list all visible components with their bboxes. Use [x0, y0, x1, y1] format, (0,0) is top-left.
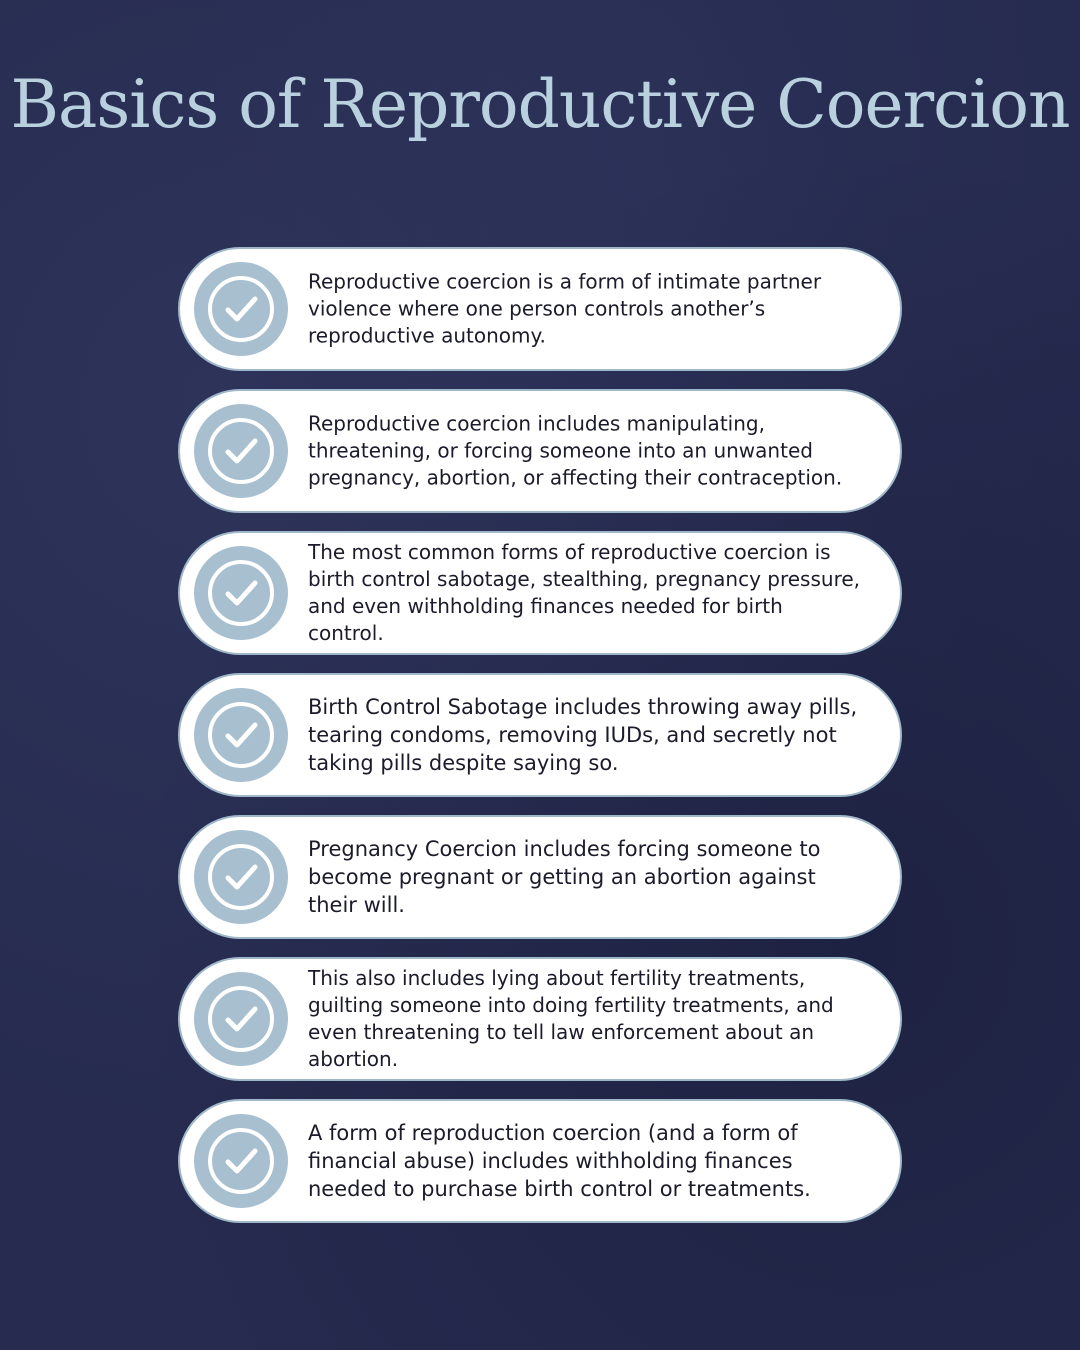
fact-card [178, 673, 902, 797]
check-circle-icon [194, 688, 288, 782]
fact-card [178, 247, 902, 371]
fact-text: A form of reproduction coercion (and a form of financial abuse) includes withholding finances needed to purchase birth control or treatments. [308, 1121, 811, 1201]
check-circle-icon [194, 262, 288, 356]
fact-list [178, 247, 902, 1241]
fact-text: Reproductive coercion includes manipulating, threatening, or forcing someone into an unwanted pregnancy, abortion, or affecting their contraception. [308, 411, 843, 490]
fact-card [178, 531, 902, 655]
fact-text: Reproductive coercion is a form of intimate partner violence where one person controls another’s reproductive autonomy. [308, 269, 822, 348]
fact-card [178, 815, 902, 939]
fact-text: The most common forms of reproductive coercion is birth control sabotage, stealthing, pregnancy pressure, and even withholding finances needed for birth control. [308, 540, 861, 645]
check-circle-icon [194, 972, 288, 1066]
fact-card [178, 957, 902, 1081]
check-circle-icon [194, 830, 288, 924]
page-title: Basics of Reproductive Coercion [10, 66, 1070, 143]
check-circle-icon [194, 1114, 288, 1208]
check-circle-icon [194, 404, 288, 498]
fact-text: This also includes lying about fertility treatments, guilting someone into doing fertility treatments, and even threatening to tell law enforcement about an abortion. [308, 966, 834, 1071]
fact-text: Pregnancy Coercion includes forcing someone to become pregnant or getting an abortion against their will. [308, 837, 821, 917]
fact-card [178, 389, 902, 513]
fact-text: Birth Control Sabotage includes throwing away pills, tearing condoms, removing IUDs, and secretly not taking pills despite saying so. [308, 695, 858, 775]
fact-card [178, 1099, 902, 1223]
check-circle-icon [194, 546, 288, 640]
